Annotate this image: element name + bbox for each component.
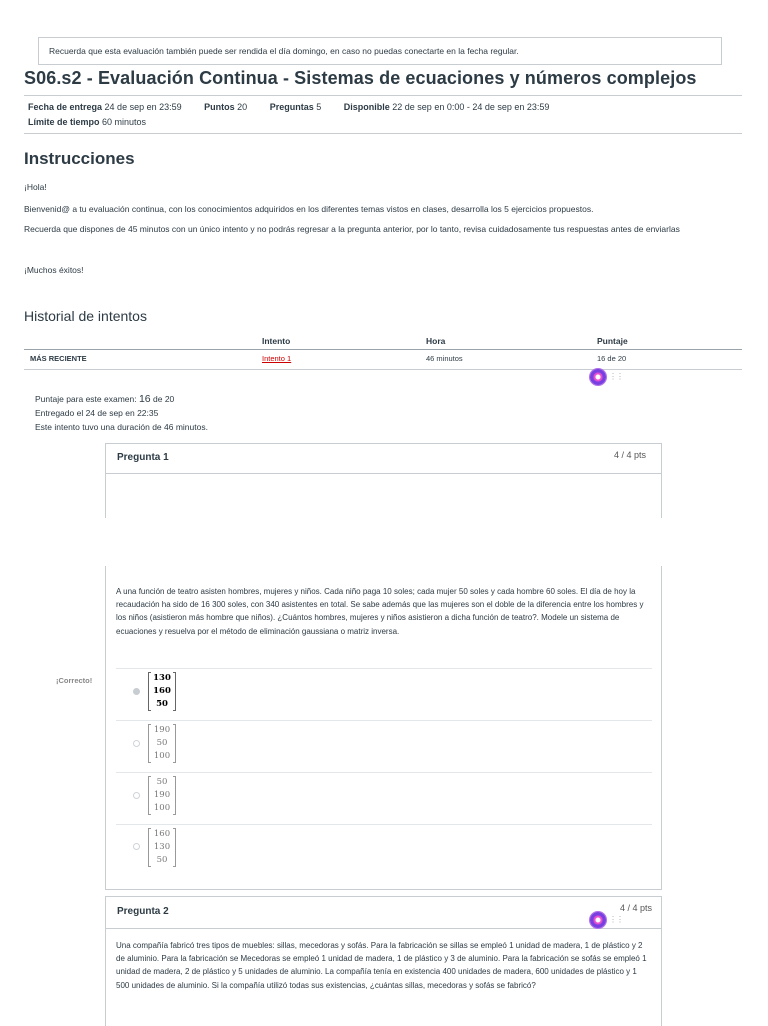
- correct-answer-label: ¡Correcto!: [56, 676, 93, 685]
- answer-matrix-4[interactable]: [148, 828, 176, 867]
- question-1-card-bottom-border: [105, 889, 662, 890]
- instructions-reminder: Recuerda que dispones de 45 minutos con un único intento y no podrás regresar a la pregunta anterior, por lo tanto, revisa cuidadosamente tus respuestas antes de enviarlas: [24, 224, 680, 234]
- instructions-closing: ¡Muchos éxitos!: [24, 265, 84, 275]
- matrix-cell: 190: [153, 725, 171, 735]
- matrix-cell: 160: [153, 829, 171, 839]
- matrix-cell: 160: [153, 686, 171, 696]
- quiz-details-row: [28, 102, 549, 112]
- answer-divider: [116, 720, 652, 721]
- score-value: 16: [138, 393, 151, 405]
- points-label: Puntos: [204, 102, 235, 112]
- question-header-divider: [106, 928, 661, 929]
- answer-divider: [116, 772, 652, 773]
- question-1-text: A una función de teatro asisten hombres, mujeres y niños. Cada niño paga 10 soles; cada mujer 50 soles y cada hombre 60 soles. El día de hoy la recaudación ha sido de 16 300 soles, con 340 asistentes en total. Se sabe además que las mujeres son el doble de la diferencia entre los hombres y los niños (asistieron más hombre que niños). ¿Cuántos hombres, mujeres y niños asistieron a dicha función de teatro?. Modele un sistema de ecuaciones y resuelva por el método de eliminación gaussiana o matriz inversa.: [116, 587, 644, 636]
- answer-matrix-3[interactable]: [148, 776, 176, 815]
- question-2-title: Pregunta 2: [117, 906, 169, 917]
- history-row-time: 46 minutos: [426, 354, 463, 363]
- question-1-title: Pregunta 1: [117, 452, 169, 463]
- matrix-cell: 50: [156, 699, 168, 709]
- answer-matrix-2[interactable]: [148, 724, 176, 763]
- history-heading: Historial de intentos: [24, 308, 147, 324]
- questions-value: 5: [316, 102, 322, 112]
- instructions-welcome: Bienvenid@ a tu evaluación continua, con los conocimientos adquiridos en los diferentes temas vistos en clases, desarrolla los 5 ejercicios propuestos.: [24, 204, 594, 214]
- question-2-points: 4 / 4 pts: [620, 903, 653, 913]
- extension-badge-icon[interactable]: [590, 369, 606, 385]
- attempt-link[interactable]: Intento 1: [262, 354, 292, 363]
- question-2-text: Una compañía fabricó tres tipos de muebles: sillas, mecedoras y sofás. Para la fabricación se sillas se empleó 1 unidad de madera, 1 de plástico y 2 de aluminio. Para la fabricación se Mecedoras se empleó 1 unidad de madera, 1 de plástico y 3 de aluminio. Para la fabricación se sofás se empleó 1 unidad de madera, 2 de plástico y 5 unidades de aluminio. La compañía tenía en existencia 400 unidades de madera, 600 unidades de plástico y 1 500 unidades de aluminio. Si la compañía utilizó todas sus existencias, ¿cuántas sillas, mecedoras y sofás se fabricó?: [116, 941, 647, 990]
- drag-handle-icon[interactable]: ⋮⋮: [609, 915, 623, 924]
- exam-score: [35, 393, 174, 405]
- divider: [24, 95, 742, 96]
- question-1-points: 4 / 4 pts: [614, 450, 647, 460]
- time-limit-label: Límite de tiempo: [28, 117, 100, 127]
- answer-radio-1[interactable]: [133, 688, 140, 695]
- score-suffix: de 20: [150, 394, 175, 404]
- time-limit-row: [28, 117, 146, 127]
- answer-divider: [116, 668, 652, 669]
- answer-radio-4[interactable]: [133, 843, 140, 850]
- history-col-score: Puntaje: [597, 336, 628, 346]
- score-prefix: Puntaje para este examen:: [35, 394, 139, 404]
- matrix-cell: 50: [156, 855, 168, 865]
- answer-divider: [116, 824, 652, 825]
- table-divider: [24, 349, 742, 350]
- notice-banner: Recuerda que esta evaluación también puede ser rendida el día domingo, en caso no puedas conectarte en la fecha regular.: [38, 37, 722, 65]
- instructions-heading: Instrucciones: [24, 149, 135, 168]
- matrix-cell: 130: [153, 673, 171, 683]
- drag-handle-icon[interactable]: ⋮⋮: [609, 372, 623, 381]
- matrix-cell: 100: [153, 803, 171, 813]
- answer-matrix-1[interactable]: [148, 672, 176, 711]
- questions-label: Preguntas: [269, 102, 314, 112]
- matrix-cell: 50: [156, 738, 168, 748]
- due-label: Fecha de entrega: [28, 102, 103, 112]
- page-title: S06.s2 - Evaluación Continua - Sistemas de ecuaciones y números complejos: [24, 68, 697, 88]
- attempt-duration: Este intento tuvo una duración de 46 minutos.: [35, 422, 208, 432]
- time-limit-value: 60 minutos: [102, 117, 147, 127]
- divider: [24, 133, 742, 134]
- history-row-label: MÁS RECIENTE: [30, 354, 87, 363]
- question-1-card: [105, 443, 662, 518]
- matrix-cell: 100: [153, 751, 171, 761]
- question-1-card-right-border: [661, 566, 662, 890]
- history-col-attempt: Intento: [262, 336, 291, 346]
- matrix-cell: 130: [153, 842, 171, 852]
- points-value: 20: [237, 102, 248, 112]
- instructions-greeting: ¡Hola!: [24, 182, 47, 192]
- available-value: 22 de sep en 0:00 - 24 de sep en 23:59: [392, 102, 550, 112]
- history-col-time: Hora: [426, 336, 446, 346]
- question-1-card-left-border: [105, 566, 106, 890]
- submitted-date: Entregado el 24 de sep en 22:35: [35, 408, 159, 418]
- matrix-cell: 190: [153, 790, 171, 800]
- answer-radio-2[interactable]: [133, 740, 140, 747]
- extension-badge-icon[interactable]: [590, 912, 606, 928]
- matrix-cell: 50: [156, 777, 168, 787]
- answer-radio-3[interactable]: [133, 792, 140, 799]
- history-row-score: 16 de 20: [597, 354, 627, 363]
- question-header-divider: [106, 473, 661, 474]
- table-divider: [24, 369, 742, 370]
- due-value: 24 de sep en 23:59: [104, 102, 182, 112]
- available-label: Disponible: [343, 102, 390, 112]
